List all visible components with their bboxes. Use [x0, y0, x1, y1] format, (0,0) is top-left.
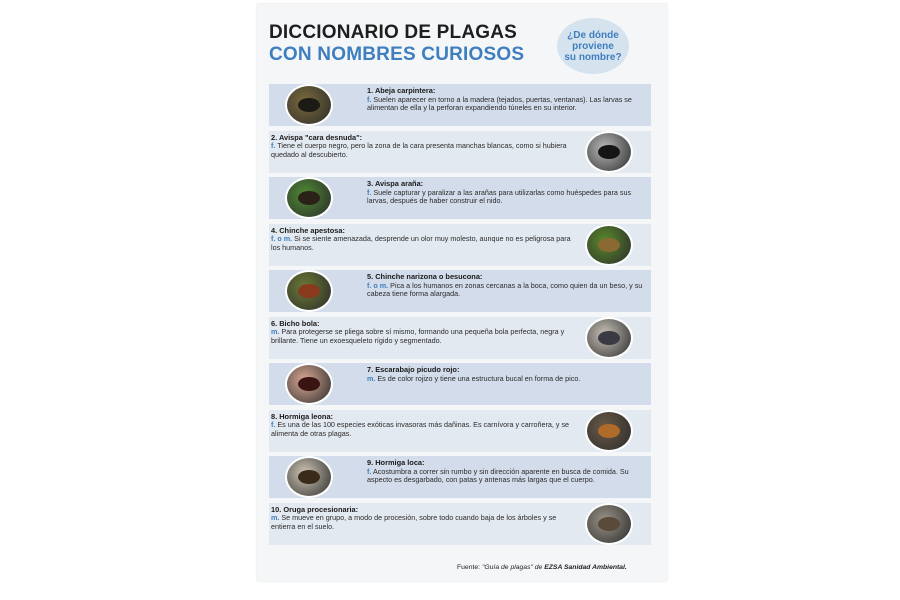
entry-text — [271, 320, 571, 346]
entry-row — [269, 503, 651, 545]
entry-name: 7. Escarabajo picudo rojo: — [367, 365, 460, 374]
spider-wasp-icon — [285, 177, 333, 219]
entry-definition: Es de color rojizo y tiene una estructura bucal en forma de pico. — [377, 373, 581, 383]
pill-bug-icon — [585, 317, 633, 359]
bug-shape — [598, 424, 620, 438]
entry-row — [269, 177, 651, 219]
entry-name: 1. Abeja carpintera: — [367, 86, 436, 95]
entry-text — [271, 413, 571, 439]
entry-definition: Se mueve en grupo, a modo de procesión, sobre todo cuando baja de los árboles y se entierra en el suelo. — [271, 513, 557, 531]
bug-shape — [298, 98, 320, 112]
entry-row — [269, 363, 651, 405]
kissing-bug-icon — [285, 270, 333, 312]
entry-definition: Para protegerse se pliega sobre sí mismo, formando una pequeña bola perfecta, negra y brillante. Tiene un exoesqueleto rígido y segmentado. — [271, 327, 565, 345]
entry-text — [271, 227, 571, 253]
question-bubble — [557, 18, 629, 74]
entry-definition: Acostumbra a correr sin rumbo y sin dirección aparente en busca de comida. Su aspecto es desgarbado, con patas y antenas más largas que el cuerpo. — [367, 466, 629, 485]
stink-bug-icon — [585, 224, 633, 266]
entry-text — [367, 87, 645, 113]
entry-name: 3. Avispa araña: — [367, 179, 424, 188]
entry-row — [269, 270, 651, 312]
bug-shape — [598, 145, 620, 159]
entry-row — [269, 410, 651, 452]
entry-name: 4. Chinche apestosa: — [271, 225, 345, 235]
entry-gender: f. — [367, 187, 372, 197]
bug-shape — [298, 377, 320, 391]
entry-name: 9. Hormiga loca: — [367, 458, 425, 467]
entry-text — [367, 459, 645, 485]
entry-gender: m. — [271, 513, 280, 523]
entry-gender: f. — [367, 466, 372, 476]
entry-row — [269, 84, 651, 126]
entry-text — [367, 366, 645, 383]
bubble-line: proviene — [572, 40, 614, 52]
bald-faced-wasp-icon — [585, 131, 633, 173]
bug-shape — [298, 470, 320, 484]
entry-gender: m. — [271, 327, 280, 337]
entry-text — [271, 506, 571, 532]
entry-gender: m. — [367, 373, 376, 383]
source-org: EZSA Sanidad Ambiental. — [544, 564, 627, 571]
bug-shape — [298, 191, 320, 205]
bubble-line: ¿De dónde — [567, 29, 619, 41]
entry-gender: f. — [271, 420, 276, 430]
red-palm-weevil-icon — [285, 363, 333, 405]
entry-name: 2. Avispa "cara desnuda": — [271, 132, 363, 142]
entry-definition: Suelen aparecer en torno a la madera (tejados, puertas, ventanas). Las larvas se alimentan de ella y la perforan expandiendo túneles en su interior. — [367, 94, 632, 113]
entry-name: 6. Bicho bola: — [271, 318, 320, 328]
lion-ant-icon — [585, 410, 633, 452]
processionary-caterpillar-icon — [585, 503, 633, 545]
entry-row — [269, 317, 651, 359]
entry-row — [269, 456, 651, 498]
entry-definition: Es una de las 100 especies exóticas invasoras más dañinas. Es carnívora y carroñera, y se alimenta de otras plagas. — [271, 420, 570, 438]
entry-text — [367, 180, 645, 206]
entry-text — [367, 273, 645, 299]
source-title: "Guía de plagas" de — [481, 564, 543, 571]
entry-gender: f. o m. — [367, 280, 389, 290]
source-prefix: Fuente: — [457, 564, 481, 571]
title-line-2: CON NOMBRES CURIOSOS — [269, 44, 525, 65]
poster — [257, 4, 667, 581]
entry-name: 10. Oruga procesionaria: — [271, 504, 359, 514]
entry-name: 5. Chinche narizona o besucona: — [367, 272, 483, 281]
entry-definition: Si se siente amenazada, desprende un olor muy molesto, aunque no es peligrosa para los humanos. — [271, 234, 571, 252]
entry-gender: f. — [271, 141, 276, 151]
source-note — [457, 564, 627, 571]
entry-definition: Tiene el cuerpo negro, pero la zona de la cara presenta manchas blancas, como si hubiera quedado al descubierto. — [271, 141, 567, 159]
entry-row — [269, 224, 651, 266]
title-line-1: DICCIONARIO DE PLAGAS — [269, 22, 518, 43]
crazy-ant-icon — [285, 456, 333, 498]
bubble-line: su nombre? — [564, 51, 622, 63]
bug-shape — [598, 238, 620, 252]
entry-definition: Pica a los humanos en zonas cercanas a la boca, como quien da un beso, y su cabeza tiene forma alargada. — [367, 280, 643, 299]
entry-text — [271, 134, 571, 160]
entry-row — [269, 131, 651, 173]
bug-shape — [598, 517, 620, 531]
bug-shape — [298, 284, 320, 298]
bug-shape — [598, 331, 620, 345]
entry-gender: f. — [367, 94, 372, 104]
carpenter-bee-icon — [285, 84, 333, 126]
entry-definition: Suele capturar y paralizar a las arañas para utilizarlas como huéspedes para sus larvas, después de haber construir el nido. — [367, 187, 632, 206]
entry-name: 8. Hormiga leona: — [271, 411, 334, 421]
entry-gender: f. o m. — [271, 234, 293, 244]
